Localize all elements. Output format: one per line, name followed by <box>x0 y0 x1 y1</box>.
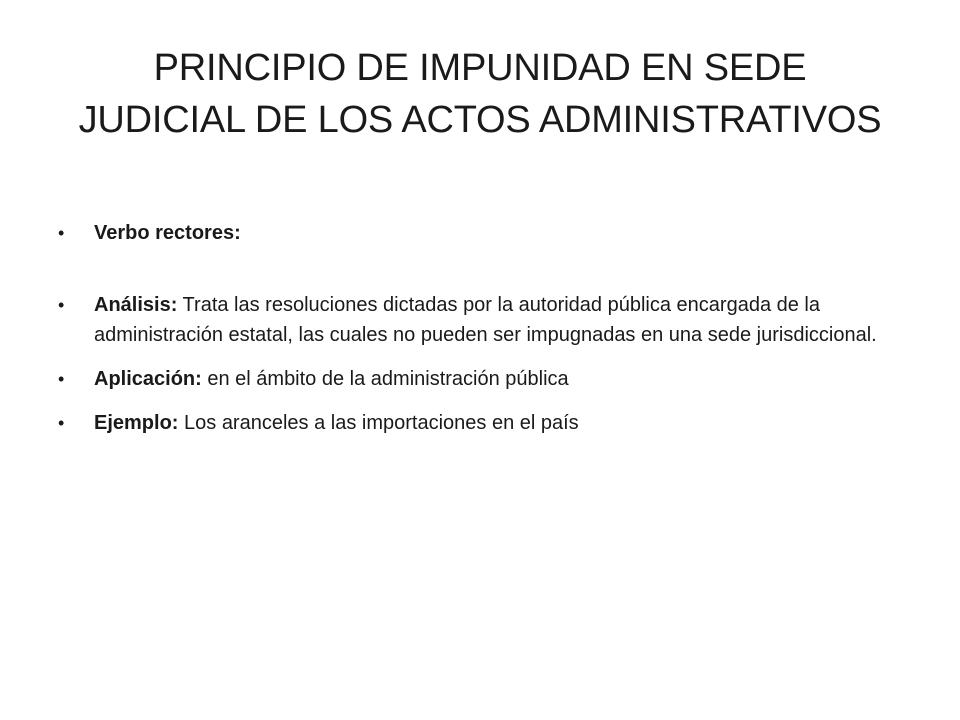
bullet-text: Los aranceles a las importaciones en el país <box>178 412 579 434</box>
bullet-ejemplo <box>56 408 896 438</box>
bullet-dot-icon: • <box>58 369 65 389</box>
bullet-label: Aplicación: <box>94 368 202 390</box>
slide-title <box>48 42 912 146</box>
bullet-text: en el ámbito de la administración pública <box>201 368 569 390</box>
bullet-label: Verbo rectores: <box>94 222 241 244</box>
bullet-list <box>56 218 896 438</box>
bullet-verbo-rectores <box>56 218 896 248</box>
bullet-label: Análisis: <box>94 294 178 316</box>
bullet-dot-icon: • <box>58 295 65 315</box>
bullet-analisis <box>56 290 896 350</box>
bullet-dot-icon: • <box>58 413 65 433</box>
bullet-text: Trata las resoluciones dictadas por la autoridad pública encargada de la administración estatal, las cuales no pueden ser impugnadas en una sede jurisdiccional. <box>94 294 877 346</box>
title-line-1: PRINCIPIO DE IMPUNIDAD EN SEDE <box>153 47 807 89</box>
bullet-aplicacion <box>56 364 896 394</box>
title-line-2: JUDICIAL DE LOS ACTOS ADMINISTRATIVOS <box>78 99 882 141</box>
bullet-label: Ejemplo: <box>94 412 179 434</box>
bullet-dot-icon: • <box>58 223 65 243</box>
